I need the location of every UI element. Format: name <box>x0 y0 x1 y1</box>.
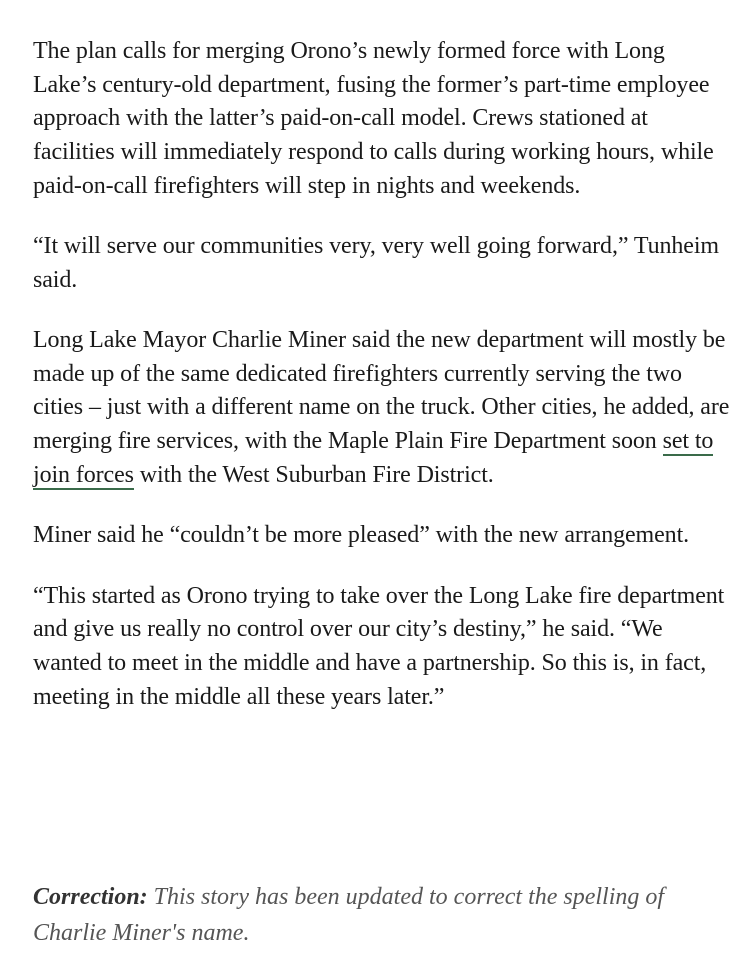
join-forces-link[interactable]: set to join forces <box>33 428 714 488</box>
paragraph-2: “It will serve our communities very, very well going forward,” Tunheim said. <box>33 233 719 293</box>
paragraph-3-text-before: Long Lake Mayor Charlie Miner said the new department will mostly be made up of the same dedicated firefighters currently serving the two cities – just with a different name on the truck. Other cities, he added, are merging fire services, with the Maple Plain Fire Department soon <box>33 326 730 455</box>
paragraph-3 <box>33 324 733 493</box>
article-body <box>33 35 733 741</box>
paragraph-4: Miner said he “couldn’t be more pleased” with the new arrangement. <box>33 522 690 549</box>
correction-note <box>33 879 733 951</box>
paragraph-1: The plan calls for merging Orono’s newly formed force with Long Lake’s century-old department, fusing the former’s part-time employee approach with the latter’s paid-on-call model. Crews stationed at facilities will immediately respond to calls during working hours, while paid-on-call firefighters will step in nights and weekends. <box>33 38 714 199</box>
paragraph-3-text-after: with the West Suburban Fire District. <box>133 461 494 488</box>
correction-text: This story has been updated to correct the spelling of Charlie Miner's name. <box>33 884 665 946</box>
correction-label: Correction: <box>33 884 148 910</box>
paragraph-5: “This started as Orono trying to take over the Long Lake fire department and give us really no control over our city’s destiny,” he said. “We wanted to meet in the middle and have a partnership. So this is, in fact, meeting in the middle all these years later.” <box>33 582 725 710</box>
